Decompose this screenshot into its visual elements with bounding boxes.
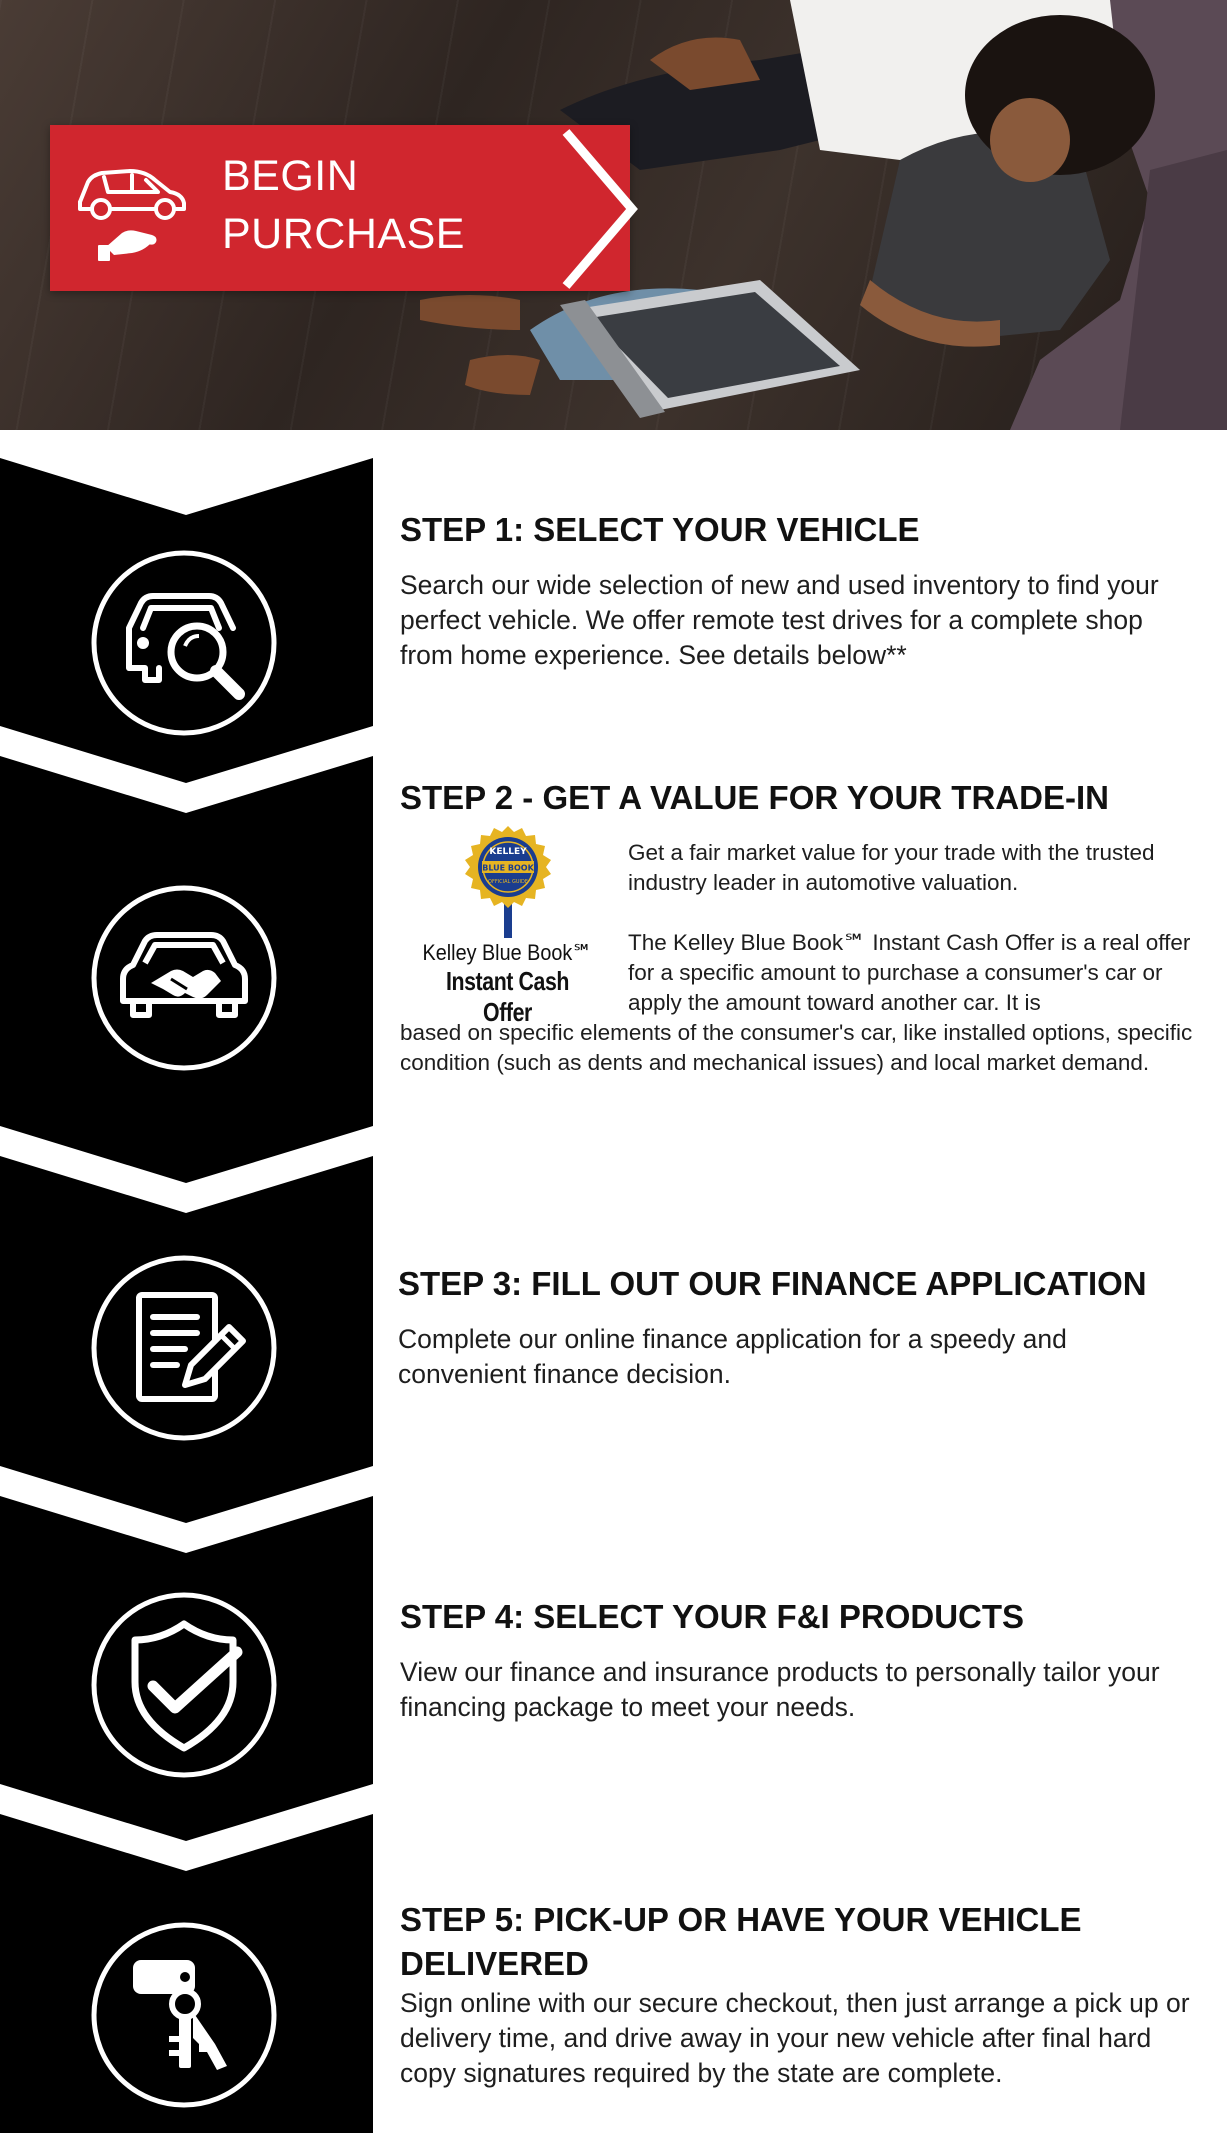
kbb-seal-bottom: OFFICIAL GUIDE (488, 879, 528, 885)
banner-title (222, 147, 465, 263)
kbb-seal-mid: BLUE BOOK (482, 863, 534, 873)
step-2-paragraph-2: The Kelley Blue Book℠ Instant Cash Offer is a real offer for a specific amount to purchase a consumer's car or apply the amount toward another car. It is (628, 930, 1191, 1015)
step-2-title: STEP 2 - GET A VALUE FOR YOUR TRADE-IN (400, 779, 1109, 816)
car-search-icon (89, 548, 279, 738)
step-5-title: STEP 5: PICK-UP OR HAVE YOUR VEHICLE DELIVERED (400, 1901, 1082, 1982)
step-4-title: STEP 4: SELECT YOUR F&I PRODUCTS (400, 1598, 1025, 1635)
kbb-logo-line-1: Kelley Blue Book℠ (422, 940, 593, 965)
step-5 (400, 1898, 1210, 2091)
step-4 (400, 1595, 1210, 1725)
banner-line-1: BEGIN (222, 152, 359, 200)
hero-banner (0, 0, 1227, 430)
kelley-blue-book-logo (400, 820, 615, 1027)
chevron-right-icon (560, 128, 640, 290)
kbb-logo-line-2: Instant Cash Offer (445, 966, 570, 1027)
step-2-paragraph-2-continued: based on specific elements of the consumer's car, like installed options, specific condition (such as dents and mechanical issues) and local market demand. (400, 1020, 1193, 1075)
application-form-icon (89, 1253, 279, 1443)
begin-purchase-button[interactable] (50, 125, 630, 291)
car-in-hand-icon (70, 147, 200, 267)
step-1 (400, 508, 1210, 673)
step-1-body: Search our wide selection of new and used inventory to find your perfect vehicle. We offer remote test drives for a complete shop from home experience. See details below** (400, 570, 1159, 670)
step-1-title: STEP 1: SELECT YOUR VEHICLE (400, 511, 920, 548)
kbb-seal-icon (460, 822, 556, 940)
shield-check-icon (89, 1590, 279, 1780)
step-3-title: STEP 3: FILL OUT OUR FINANCE APPLICATION (398, 1265, 1147, 1302)
step-3 (398, 1262, 1208, 1392)
kbb-seal-top: KELLEY (489, 847, 527, 857)
step-5-body: Sign online with our secure checkout, then just arrange a pick up or delivery time, and drive away in your new vehicle after final hard copy signatures required by the state are complete. (400, 1988, 1190, 2088)
step-3-body: Complete our online finance application for a speedy and convenient finance decision. (398, 1324, 1067, 1389)
banner-line-2: PURCHASE (222, 210, 465, 258)
step-4-body: View our finance and insurance products to personally tailor your financing package to meet your needs. (400, 1657, 1160, 1722)
car-handshake-icon (89, 883, 279, 1073)
step-2-paragraph-1: Get a fair market value for your trade with the trusted industry leader in automotive valuation. (628, 840, 1155, 895)
step-2 (400, 776, 1210, 820)
car-keys-icon (89, 1920, 279, 2110)
